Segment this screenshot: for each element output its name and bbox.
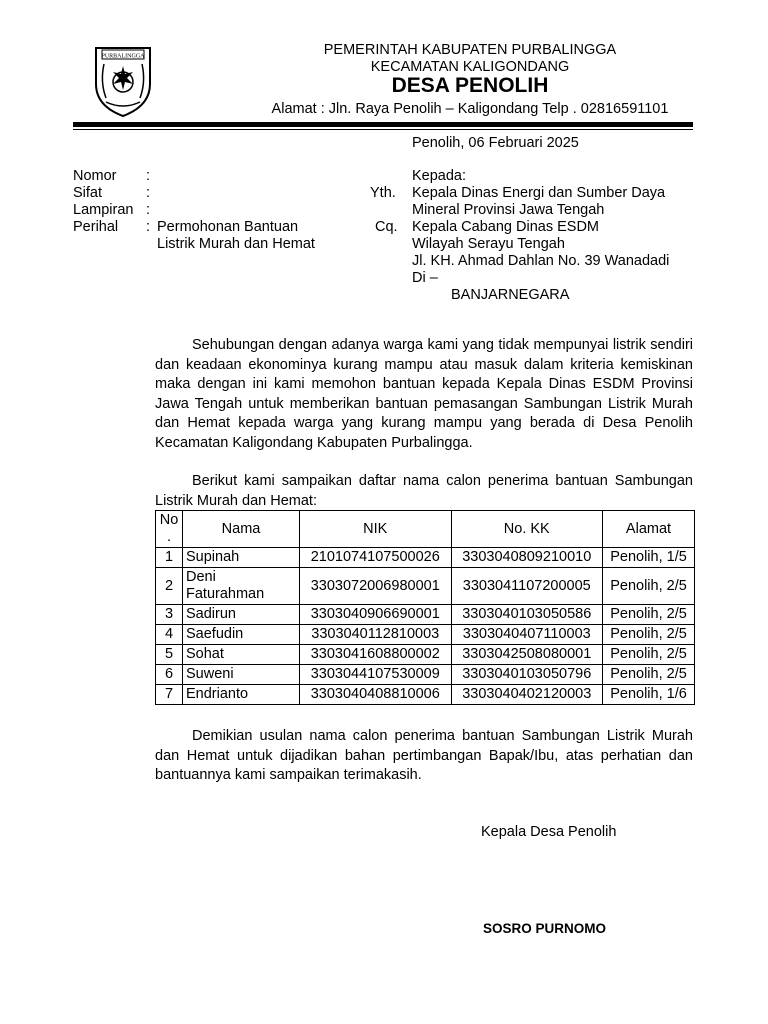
cell-nama: Sadirun <box>183 605 300 625</box>
recipient-kepada: Kepada: <box>412 168 467 184</box>
recipient-cq-line1: Kepala Cabang Dinas ESDM <box>412 219 599 235</box>
perihal-value-line2: Listrik Murah dan Hemat <box>157 236 315 252</box>
recipient-cq-line3: Jl. KH. Ahmad Dahlan No. 39 Wanadadi <box>412 253 670 269</box>
cell-no-kk: 3303040103050796 <box>451 665 603 685</box>
cell-no: 5 <box>156 645 183 665</box>
signature-title: Kepala Desa Penolih <box>481 824 617 840</box>
header-rule-thick <box>73 122 693 127</box>
cell-no: 2 <box>156 568 183 605</box>
header-address: Alamat : Jln. Raya Penolih – Kaligondang Telp . 02816591101 <box>271 101 669 117</box>
page-title: DESA PENOLIH <box>391 74 549 97</box>
cell-no-kk: 3303042508080001 <box>451 645 603 665</box>
header-district: KECAMATAN KALIGONDANG <box>370 59 570 75</box>
cell-nama: Deni Faturahman <box>183 568 300 605</box>
cell-no: 4 <box>156 625 183 645</box>
perihal-label: Perihal <box>73 219 119 235</box>
column-header-nik: NIK <box>300 511 452 548</box>
cell-nik: 2101074107500026 <box>300 548 452 568</box>
table-row <box>156 665 695 685</box>
purbalingga-crest-logo <box>92 44 154 120</box>
cell-no-kk: 3303040103050586 <box>451 605 603 625</box>
cell-nama: Saefudin <box>183 625 300 645</box>
cell-nama: Supinah <box>183 548 300 568</box>
column-header-nama: Nama <box>183 511 300 548</box>
cell-nik: 3303041608800002 <box>300 645 452 665</box>
cell-nama: Endrianto <box>183 685 300 705</box>
cell-alamat: Penolih, 2/5 <box>603 645 695 665</box>
perihal-value-line1: Permohonan Bantuan <box>157 219 299 235</box>
letter-date: Penolih, 06 Februari 2025 <box>412 135 579 151</box>
cell-no: 3 <box>156 605 183 625</box>
cell-no: 7 <box>156 685 183 705</box>
cell-no-kk: 3303040402120003 <box>451 685 603 705</box>
cell-alamat: Penolih, 2/5 <box>603 625 695 645</box>
sifat-label: Sifat <box>73 185 103 201</box>
recipient-yth-line2: Mineral Provinsi Jawa Tengah <box>412 202 605 218</box>
table-row <box>156 625 695 645</box>
recipient-city: BANJARNEGARA <box>451 287 570 303</box>
colon: : <box>146 219 151 235</box>
cell-alamat: Penolih, 2/5 <box>603 605 695 625</box>
recipient-yth-line1: Kepala Dinas Energi dan Sumber Daya <box>412 185 666 201</box>
body-paragraph-3: Demikian usulan nama calon penerima bantuan Sambungan Listrik Murah dan Hemat untuk dijadikan bahan pertimbangan Bapak/Ibu, atas perhatian dan bantuannya kami sampaikan terimakasih. <box>155 728 693 783</box>
cell-nama: Sohat <box>183 645 300 665</box>
colon: : <box>146 168 151 184</box>
table-header-row <box>156 511 695 548</box>
recipient-yth: Yth. <box>370 185 396 201</box>
cell-no-kk: 3303040809210010 <box>451 548 603 568</box>
cell-nik: 3303040906690001 <box>300 605 452 625</box>
header-government: PEMERINTAH KABUPATEN PURBALINGGA <box>323 42 617 58</box>
cell-alamat: Penolih, 2/5 <box>603 568 695 605</box>
table-row <box>156 568 695 605</box>
cell-nik: 3303040408810006 <box>300 685 452 705</box>
colon: : <box>146 202 151 218</box>
body-paragraph-2: Berikut kami sampaikan daftar nama calon penerima bantuan Sambungan Listrik Murah dan Hemat: <box>155 473 693 509</box>
cell-no: 1 <box>156 548 183 568</box>
header-rule-thin <box>73 129 693 130</box>
column-header-alamat: Alamat <box>603 511 695 548</box>
table-row <box>156 645 695 665</box>
cell-alamat: Penolih, 1/6 <box>603 685 695 705</box>
lampiran-label: Lampiran <box>73 202 134 218</box>
cell-no: 6 <box>156 665 183 685</box>
cell-nik: 3303040112810003 <box>300 625 452 645</box>
cell-alamat: Penolih, 1/5 <box>603 548 695 568</box>
cell-nik: 3303072006980001 <box>300 568 452 605</box>
cell-nik: 3303044107530009 <box>300 665 452 685</box>
column-header-no-kk: No. KK <box>451 511 603 548</box>
table-row <box>156 605 695 625</box>
signatory-name: SOSRO PURNOMO <box>483 921 607 936</box>
recipient-cq: Cq. <box>375 219 398 235</box>
logo-banner-text: PURBALINGGA <box>101 53 145 60</box>
recipient-cq-line2: Wilayah Serayu Tengah <box>412 236 565 252</box>
cell-no-kk: 3303040407110003 <box>451 625 603 645</box>
cell-no-kk: 3303041107200005 <box>451 568 603 605</box>
cell-nama: Suweni <box>183 665 300 685</box>
table-row <box>156 685 695 705</box>
table-row <box>156 548 695 568</box>
cell-alamat: Penolih, 2/5 <box>603 665 695 685</box>
colon: : <box>146 185 151 201</box>
recipient-di: Di – <box>412 270 438 286</box>
recipients-table <box>155 510 695 705</box>
body-paragraph-1: Sehubungan dengan adanya warga kami yang tidak mempunyai listrik sendiri dan keadaan ekonominya kurang mampu atau masuk dalam kriteria kemiskinan maka dengan ini kami memohon bantuan kepada Kepala Dinas ESDM Provinsi Jawa Tengah untuk memberikan bantuan pemasangan Sambungan Listrik Murah dan Hemat kepada warga yang kurang mampu yang berada di Desa Penolih Kecamatan Kaligondang Kabupaten Purbalingga. <box>155 337 693 451</box>
column-header-no: No . <box>156 511 183 548</box>
nomor-label: Nomor <box>73 168 117 184</box>
